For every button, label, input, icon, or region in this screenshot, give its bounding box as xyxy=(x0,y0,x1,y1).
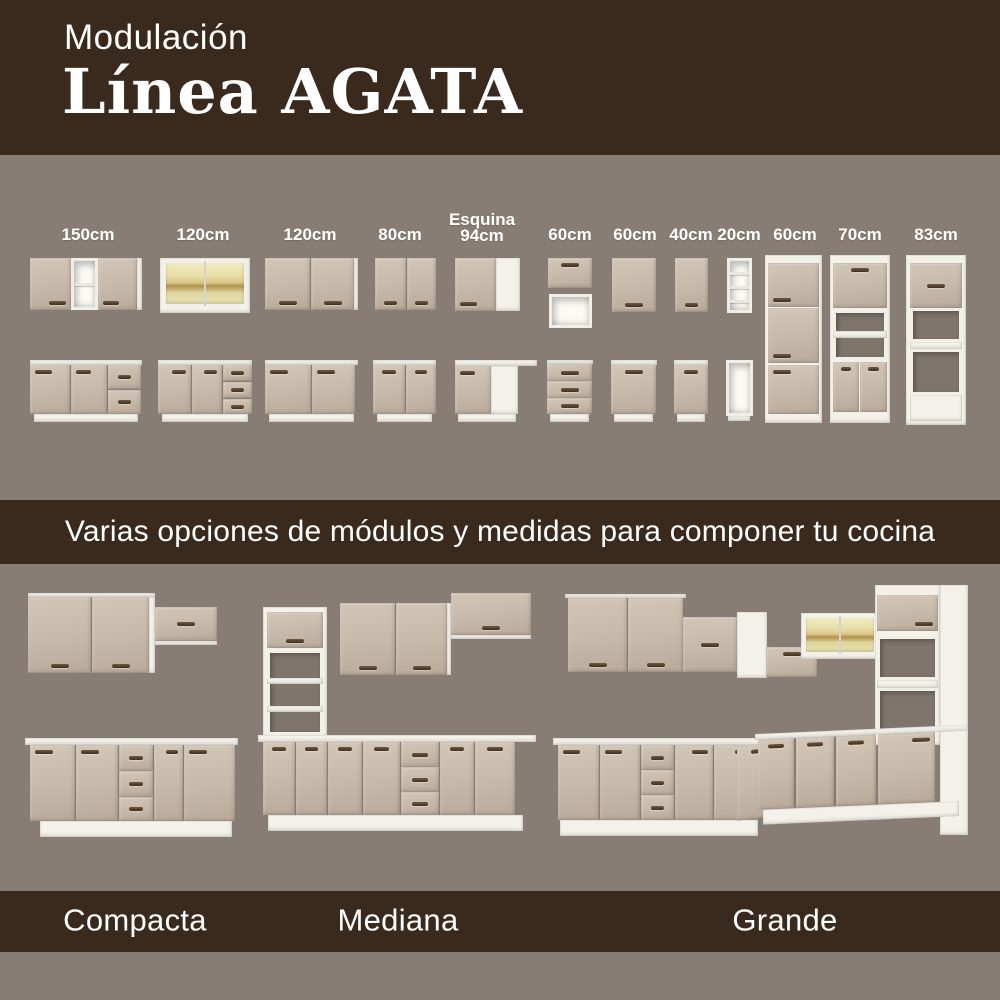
kitchen-layouts-gallery xyxy=(0,564,1000,891)
door-handle xyxy=(382,370,395,374)
page-title: Línea AGATA xyxy=(62,55,524,128)
door-handle xyxy=(783,652,801,656)
door xyxy=(568,598,627,672)
drawer xyxy=(547,364,592,381)
door-handle xyxy=(487,747,504,751)
door xyxy=(675,258,708,312)
door-handle xyxy=(412,753,428,757)
drawer xyxy=(401,742,439,767)
module-size-label: 60cm xyxy=(548,225,592,244)
module-size-label: 150cm xyxy=(61,225,115,244)
door xyxy=(30,258,71,310)
drawer xyxy=(108,390,141,414)
door-handle xyxy=(49,301,66,305)
shelf xyxy=(267,678,323,684)
door xyxy=(768,263,819,307)
door xyxy=(558,745,599,820)
open-compartment xyxy=(877,636,938,680)
glass-divider xyxy=(839,616,841,654)
door-handle xyxy=(848,740,865,745)
corner-panel xyxy=(737,612,767,678)
door xyxy=(375,258,406,310)
door xyxy=(373,365,405,414)
door-handle xyxy=(35,750,53,754)
door xyxy=(833,263,887,308)
kick xyxy=(162,414,248,422)
counter xyxy=(25,738,238,745)
door-handle xyxy=(51,664,69,668)
door-handle xyxy=(112,664,130,668)
door-handle xyxy=(915,622,933,626)
door xyxy=(833,362,859,412)
door-handle xyxy=(773,298,791,302)
door xyxy=(877,595,938,631)
glass-divider xyxy=(204,261,206,306)
side-panel xyxy=(137,258,142,310)
side-panel xyxy=(354,258,358,310)
door xyxy=(98,258,137,310)
header-subtitle: Modulación xyxy=(64,18,248,57)
door-handle xyxy=(413,666,431,670)
module-size-label: Esquina 94cm xyxy=(448,210,516,245)
door-handle xyxy=(338,747,352,751)
drawer xyxy=(223,382,252,398)
door xyxy=(675,745,713,820)
door xyxy=(312,365,355,414)
door xyxy=(154,745,183,821)
drawer xyxy=(641,770,674,795)
door-handle xyxy=(561,404,579,408)
door xyxy=(328,742,362,815)
door xyxy=(451,593,531,635)
layout-label-grande: Grande xyxy=(732,902,838,938)
kick xyxy=(614,414,653,422)
mid-banner xyxy=(0,500,1000,564)
footer-banner xyxy=(0,891,1000,952)
door xyxy=(30,745,75,821)
door xyxy=(192,365,222,414)
door xyxy=(184,745,235,821)
door-handle xyxy=(605,750,622,754)
layout-label-mediana: Mediana xyxy=(337,902,459,938)
door-handle xyxy=(561,371,579,375)
door xyxy=(92,597,149,673)
kick xyxy=(458,414,516,422)
door-handle xyxy=(118,400,132,404)
counter xyxy=(258,735,536,742)
drawer xyxy=(223,399,252,414)
door-handle xyxy=(460,371,475,375)
door-handle xyxy=(374,747,390,751)
door xyxy=(71,365,107,414)
drawer xyxy=(401,792,439,815)
door xyxy=(265,365,311,414)
cabinet-bottom xyxy=(451,635,531,639)
door-handle xyxy=(129,782,143,786)
door-handle xyxy=(317,370,335,374)
drawer xyxy=(119,745,153,771)
shelf xyxy=(877,680,938,688)
door xyxy=(30,365,70,414)
door-handle xyxy=(231,371,243,375)
door-handle xyxy=(773,370,791,374)
door xyxy=(396,603,447,675)
module-size-label: 20cm xyxy=(717,225,761,244)
door-handle xyxy=(189,750,207,754)
module-size-label: 80cm xyxy=(378,225,422,244)
shelf xyxy=(267,706,323,712)
door-handle xyxy=(482,626,500,630)
door xyxy=(600,745,640,820)
counter xyxy=(553,738,761,745)
door xyxy=(455,366,491,414)
door-handle xyxy=(768,744,783,749)
door xyxy=(363,742,400,815)
drawer xyxy=(641,795,674,820)
door-handle xyxy=(172,370,186,374)
door-handle xyxy=(270,370,288,374)
module-size-label: 40cm xyxy=(669,225,713,244)
door-handle xyxy=(647,663,665,667)
door xyxy=(340,603,395,675)
door-handle xyxy=(359,666,377,670)
door-handle xyxy=(912,737,930,742)
door-handle xyxy=(272,747,285,751)
door xyxy=(674,365,708,414)
drawer xyxy=(641,745,674,770)
door-handle xyxy=(561,263,579,267)
drawer xyxy=(401,767,439,792)
door-handle xyxy=(927,284,945,288)
door-handle xyxy=(35,370,52,374)
drawer xyxy=(108,365,141,389)
door xyxy=(475,742,515,815)
door xyxy=(267,612,323,648)
door-handle xyxy=(279,301,297,305)
door-handle xyxy=(651,756,665,760)
mid-banner-text: Varias opciones de módulos y medidas para componer tu cocina xyxy=(64,515,936,548)
door-handle xyxy=(324,301,342,305)
door xyxy=(768,365,819,414)
kick xyxy=(560,820,758,836)
kick xyxy=(677,414,705,422)
module-size-label: 120cm xyxy=(283,225,337,244)
door-handle xyxy=(685,303,699,307)
door-handle xyxy=(118,375,132,379)
door xyxy=(860,362,887,412)
door xyxy=(407,258,436,310)
door-handle xyxy=(684,370,698,374)
door-handle xyxy=(415,301,427,305)
door-handle xyxy=(563,750,580,754)
door xyxy=(265,258,310,310)
door xyxy=(796,737,834,809)
door xyxy=(28,597,91,673)
door-handle xyxy=(460,302,477,306)
open-compartment xyxy=(267,650,323,735)
door-handle xyxy=(81,750,99,754)
corner-panel xyxy=(496,258,520,311)
door-handle xyxy=(305,747,318,751)
base-panel xyxy=(910,395,962,421)
cabinet-bottom xyxy=(155,641,217,645)
shelf xyxy=(730,286,749,289)
door-handle xyxy=(851,268,869,272)
door-handle xyxy=(773,354,791,358)
door-handle xyxy=(286,639,304,643)
shelf xyxy=(833,331,887,338)
drawer xyxy=(223,365,252,381)
door-handle xyxy=(231,405,243,409)
door xyxy=(611,365,656,414)
door xyxy=(768,308,819,363)
door xyxy=(263,742,295,815)
door-handle xyxy=(450,747,464,751)
open-compartment xyxy=(910,308,962,342)
module-size-label: 60cm xyxy=(773,225,817,244)
door xyxy=(628,598,683,672)
shelf xyxy=(730,300,749,303)
corner-panel xyxy=(491,366,518,414)
door xyxy=(311,258,354,310)
door-handle xyxy=(841,367,852,371)
door xyxy=(683,617,737,672)
door-handle xyxy=(231,388,243,392)
kick xyxy=(40,821,232,837)
kick xyxy=(34,414,138,422)
open-base-unit xyxy=(726,360,753,416)
door xyxy=(455,258,496,311)
open-box xyxy=(549,294,592,328)
door-handle xyxy=(807,742,823,747)
door xyxy=(910,263,962,308)
door-handle xyxy=(561,388,579,392)
open-compartment xyxy=(910,349,962,395)
kick xyxy=(268,815,523,831)
kick xyxy=(377,414,432,422)
door-handle xyxy=(166,750,178,754)
modules-gallery xyxy=(0,155,1000,500)
door-handle xyxy=(651,781,665,785)
module-size-label: 83cm xyxy=(914,225,958,244)
door-handle xyxy=(177,622,195,626)
module-size-label: 60cm xyxy=(613,225,657,244)
door xyxy=(548,258,592,288)
door xyxy=(878,732,935,804)
shelf xyxy=(730,272,749,275)
drawer xyxy=(547,398,592,414)
door-handle xyxy=(412,802,428,806)
door-handle xyxy=(204,370,217,374)
door-handle xyxy=(692,750,708,754)
door-handle xyxy=(868,367,879,371)
module-size-label: 70cm xyxy=(838,225,882,244)
door xyxy=(296,742,327,815)
kick xyxy=(550,414,589,422)
door xyxy=(76,745,118,821)
door-handle xyxy=(415,370,428,374)
door xyxy=(155,607,217,641)
shelf xyxy=(75,283,94,286)
door-handle xyxy=(412,778,428,782)
door-handle xyxy=(129,756,143,760)
door-handle xyxy=(103,301,119,305)
drawer xyxy=(119,797,153,821)
door-handle xyxy=(625,303,643,307)
kick xyxy=(728,416,750,421)
module-size-label: 120cm xyxy=(176,225,230,244)
door-handle xyxy=(625,370,643,374)
door-handle xyxy=(129,807,143,811)
header-banner xyxy=(0,0,1000,155)
door xyxy=(836,735,876,807)
door xyxy=(758,738,794,810)
door xyxy=(440,742,474,815)
door-handle xyxy=(76,370,91,374)
door-handle xyxy=(701,643,719,647)
door xyxy=(406,365,436,414)
kick xyxy=(269,414,354,422)
layout-label-compacta: Compacta xyxy=(63,902,207,938)
door xyxy=(612,258,656,312)
door-handle xyxy=(384,301,397,305)
base-run-right xyxy=(755,723,970,842)
door-handle xyxy=(651,806,665,810)
drawer xyxy=(119,771,153,797)
shelf xyxy=(910,342,962,349)
door-handle xyxy=(589,663,607,667)
door xyxy=(158,365,191,414)
drawer xyxy=(547,381,592,398)
